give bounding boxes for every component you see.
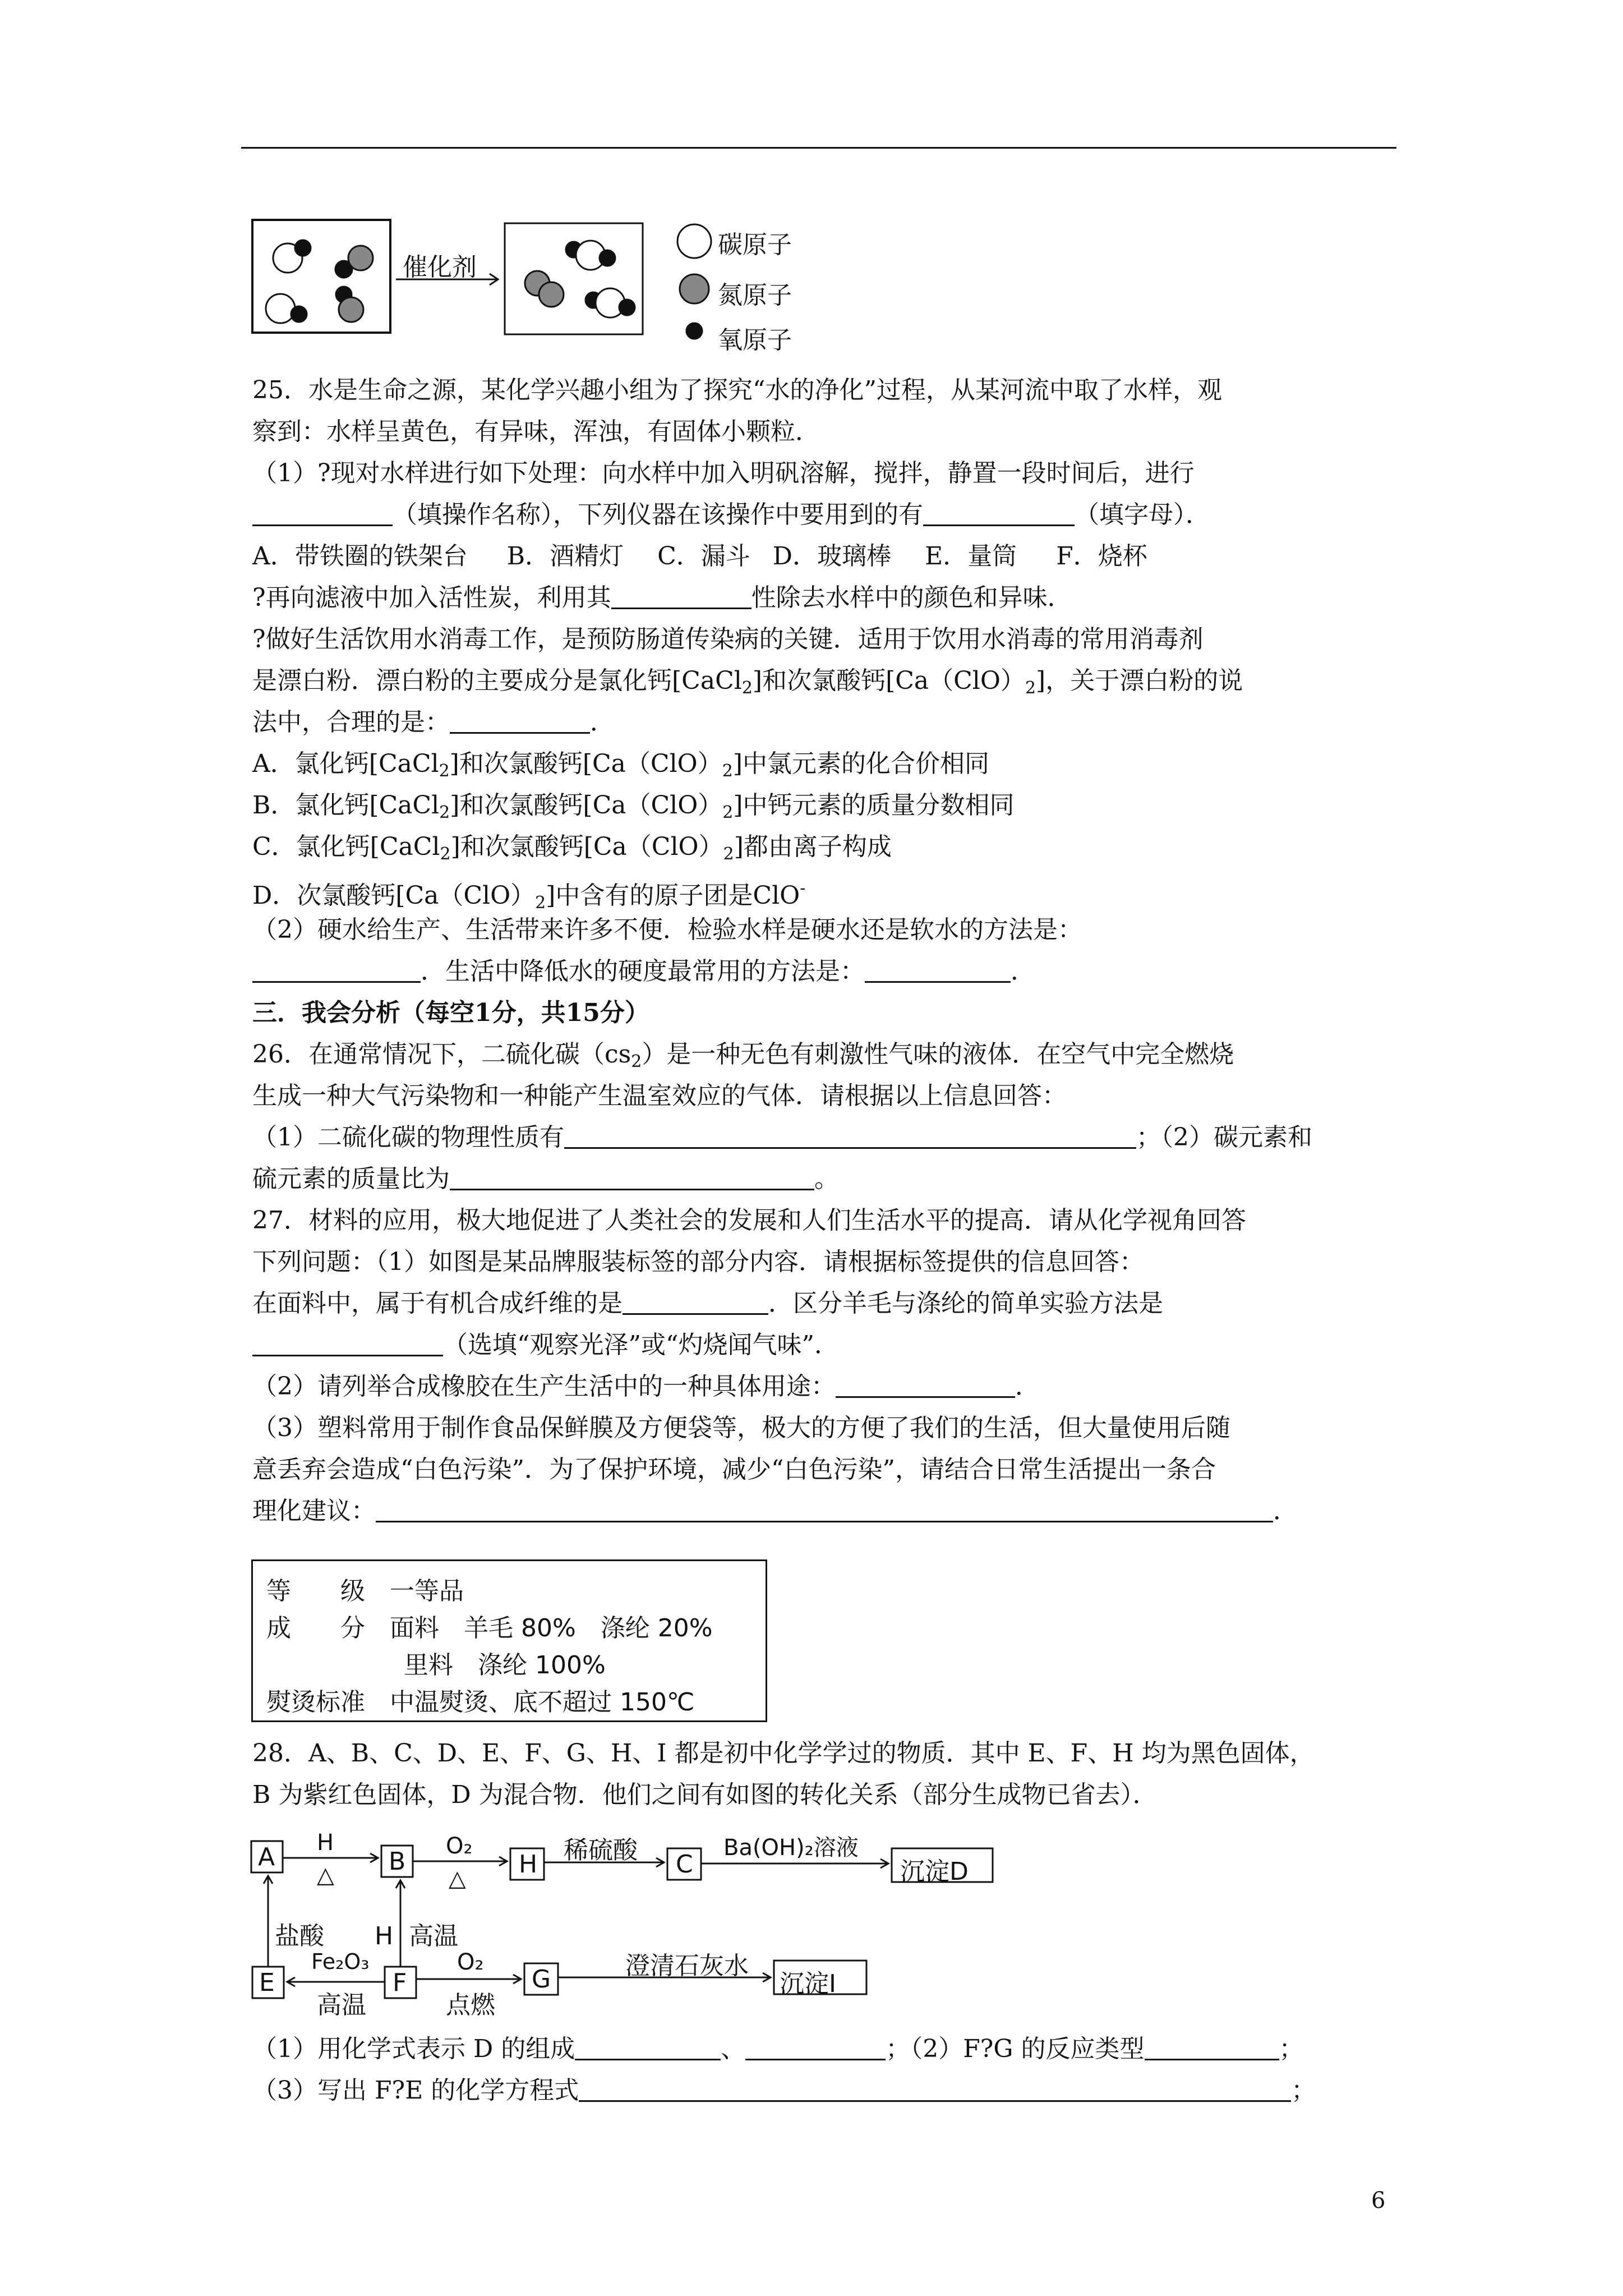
arrow-fg-bottom: 点燃 <box>446 1991 495 2019</box>
arrow-fg-top: O₂ <box>457 1949 484 1975</box>
q26-line1: 26．在通常情况下，二硫化碳$(cs_2)$是一种无色有刺激性气味的液体．在空气中完全燃烧 <box>252 1040 1234 1071</box>
node-h: H <box>519 1850 538 1879</box>
q25-disinfect-2: 是漂白粉．漂白粉的主要成分是氯化钙[CaCl$_2$]和次氯酸钙$[Ca(ClO)_2]$，关于漂白粉的说 <box>252 666 1243 698</box>
q27-line6: （3）塑料常用于制作食品保鲜膜及方便袋等，极大的方便了我们的生活，但大量使用后随 <box>252 1414 1230 1442</box>
q28-line1: 28．A、B、C、D、E、F、G、H、I 都是初中化学学过的物质．其中 E、F、H 均为黑色固体， <box>252 1739 1315 1768</box>
label-ironing: 熨烫标准 中温熨烫、底不超过 150℃ <box>266 1688 695 1717</box>
q25-choice-d: D．次氯酸钙$[Ca(ClO)_2]$中含有的原子团是ClO- <box>252 878 806 913</box>
oxygen-atom <box>291 306 307 322</box>
arrow-bh-top: O₂ <box>446 1833 473 1859</box>
q25-disinfect-3: 法中，合理的是： ． <box>252 708 615 737</box>
q26-line2: 生成一种大气污染物和一种能产生温室效应的气体．请根据以上信息回答： <box>252 1082 1067 1110</box>
carbon-icon <box>677 224 711 258</box>
q27-line1: 27．材料的应用，极大地促进了人类社会的发展和人们生活水平的提高．请从化学视角回答 <box>252 1206 1246 1235</box>
node-b: B <box>389 1847 406 1876</box>
q25-stem-2: 察到：水样呈黄色，有异味，浑浊，有固体小颗粒． <box>252 417 820 446</box>
oxygen-atom <box>600 250 615 266</box>
answer-blank[interactable] <box>579 2076 1291 2102</box>
node-d: 沉淀D <box>900 1857 969 1886</box>
q25-disinfect-1: ?做好生活饮用水消毒工作，是预防肠道传染病的关键．适用于饮用水消毒的常用消毒剂 <box>252 625 1204 654</box>
answer-blank[interactable] <box>923 500 1075 526</box>
arrow-fe-top: Fe₂O₃ <box>311 1949 370 1974</box>
answer-blank[interactable] <box>611 583 751 609</box>
arrow-cd-top: Ba(OH)₂溶液 <box>723 1835 859 1861</box>
node-e: E <box>259 1968 275 1997</box>
q25-carbon: ?再向滤液中加入活性炭，利用其 性除去水样中的颜色和异味． <box>252 583 1072 612</box>
oxygen-atom <box>619 300 635 315</box>
arrow-ab-top: H <box>317 1830 334 1856</box>
nitrogen-icon <box>680 274 709 303</box>
label-lining: 里料 涤纶 100% <box>404 1651 606 1680</box>
node-i: 沉淀I <box>780 1970 836 1998</box>
answer-blank[interactable] <box>252 1330 443 1356</box>
page-number: 6 <box>1371 2188 1386 2214</box>
catalyst-label: 催化剂 <box>403 253 477 282</box>
oxygen-icon <box>686 323 702 339</box>
q25-choice-c: C．氯化钙[CaCl$_2$]和次氯酸钙$[Ca(ClO)_2]$都由离子构成 <box>252 832 892 864</box>
q27-line5: （2）请列举合成橡胶在生产生活中的一种具体用途： ． <box>252 1372 1040 1401</box>
section-3-heading: 三．我会分析（每空1分，共15分） <box>252 999 649 1027</box>
carbon-atom <box>266 294 295 323</box>
q26-line3: （1）二硫化碳的物理性质有 ；（2）碳元素和 <box>252 1123 1312 1152</box>
q27-line4: （选填“观察光泽”或“灼烧闻气味”． <box>252 1329 839 1361</box>
answer-blank[interactable] <box>252 956 421 983</box>
arrow-fe-bottom: 高温 <box>317 1991 366 2019</box>
answer-blank[interactable] <box>836 1372 1015 1398</box>
label-grade: 等 级 一等品 <box>266 1577 464 1605</box>
q27-line2: 下列问题：（1）如图是某品牌服装标签的部分内容．请根据标签提供的信息回答： <box>252 1248 1144 1276</box>
q25-choice-b: B．氯化钙[CaCl$_2$]和次氯酸钙$[Ca(ClO)_2]$中钙元素的质量分数相同 <box>252 791 1015 822</box>
legend-oxygen: 氧原子 <box>718 326 792 355</box>
q28-line2: B 为紫红色固体，D 为混合物．他们之间有如图的转化关系（部分生成物已省去）． <box>252 1780 1158 1809</box>
q28-ask1: （1）用化学式表示 D 的组成 、 ；（2）F?G 的反应类型 ； <box>252 2035 1304 2063</box>
q28-ask3: （3）写出 F?E 的化学方程式 ； <box>252 2076 1316 2105</box>
arrow-hc-top: 稀硫酸 <box>564 1836 638 1865</box>
answer-blank[interactable] <box>623 1289 768 1315</box>
label-composition: 成 分 面料 羊毛 80% 涤纶 20% <box>266 1614 713 1642</box>
nitrogen-atom <box>339 297 363 322</box>
q25-choice-a: A．氯化钙[CaCl$_2$]和次氯酸钙$[Ca(ClO)_2]$中氯元素的化合价相同 <box>252 749 989 781</box>
answer-blank[interactable] <box>252 500 393 526</box>
answer-blank[interactable] <box>1145 2034 1279 2060</box>
node-f: F <box>393 1968 407 1997</box>
header-rule <box>241 147 1396 149</box>
q27-line3: 在面料中，属于有机合成纤维的是 ．区分羊毛与涤纶的简单实验方法是 <box>252 1289 1163 1318</box>
node-g: G <box>532 1965 551 1994</box>
answer-blank[interactable] <box>450 1164 814 1190</box>
q27-line7: 意丢弃会造成“白色污染”．为了保护环境，减少“白色污染”，请结合日常生活提出一条合 <box>252 1455 1216 1484</box>
arrow-ea: 盐酸 <box>275 1922 324 1950</box>
nitrogen-atom <box>348 246 373 270</box>
answer-blank[interactable] <box>450 707 590 734</box>
arrow-bh-bottom: △ <box>449 1866 466 1892</box>
q25-p1-line1: （1）?现对水样进行如下处理：向水样中加入明矾溶解，搅拌，静置一段时间后，进行 <box>252 459 1195 487</box>
oxygen-atom <box>295 240 311 256</box>
legend-carbon: 碳原子 <box>718 231 792 259</box>
nitrogen-atom <box>539 282 564 307</box>
q25-p2-line2: ．生活中降低水的硬度最常用的方法是： ． <box>252 956 1035 987</box>
q25-stem-1: 25．水是生命之源，某化学兴趣小组为了探究“水的净化”过程，从某河流中取了水样，观 <box>252 376 1222 404</box>
answer-blank[interactable] <box>376 1496 1273 1522</box>
q27-line8: 理化建议： ． <box>252 1497 1298 1525</box>
q25-options: A．带铁圈的铁架台 B．酒精灯 C．漏斗 D．玻璃棒 E．量筒 F．烧杯 <box>252 542 1147 570</box>
node-a: A <box>258 1843 275 1871</box>
q26-line4: 硫元素的质量比为 。 <box>252 1165 839 1193</box>
arrow-gi-top: 澄清石灰水 <box>625 1952 749 1980</box>
node-c: C <box>676 1850 693 1879</box>
answer-blank[interactable] <box>575 2034 721 2060</box>
answer-blank[interactable] <box>745 2034 886 2060</box>
answer-blank[interactable] <box>564 1122 1136 1149</box>
q25-p1-line2: （填操作名称），下列仪器在该操作中要用到的有 （填字母）． <box>252 499 1210 531</box>
answer-blank[interactable] <box>865 956 1011 983</box>
arrow-fb: H 高温 <box>375 1922 459 1950</box>
arrow-ab-bottom: △ <box>317 1862 334 1888</box>
legend-nitrogen: 氮原子 <box>718 281 792 310</box>
q25-p2-line1: （2）硬水给生产、生活带来许多不便．检验水样是硬水还是软水的方法是： <box>252 915 1082 944</box>
